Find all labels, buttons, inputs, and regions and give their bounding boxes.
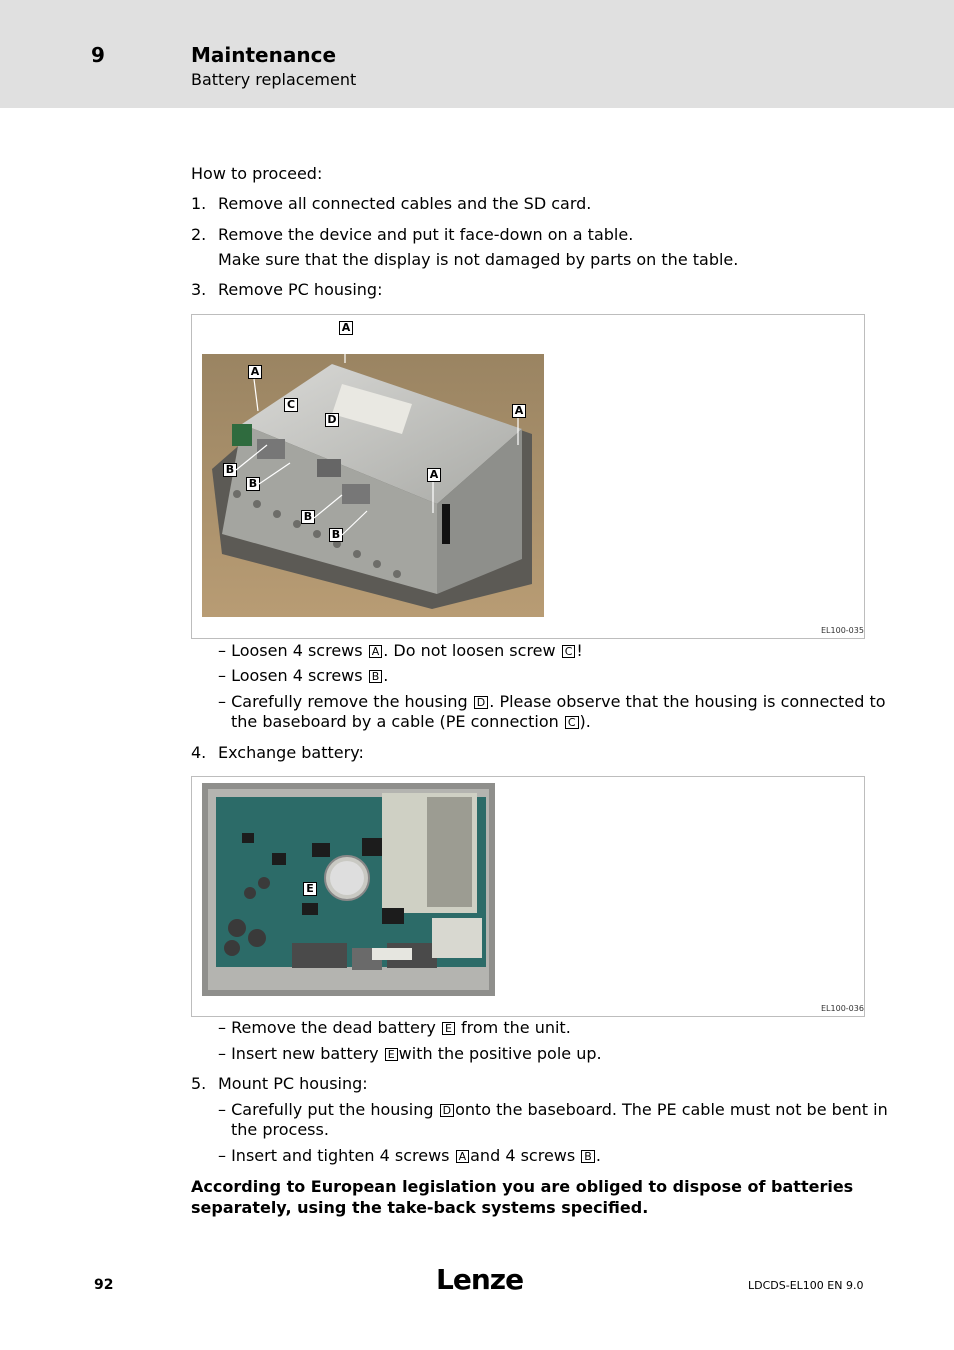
photo-baseboard [202,783,495,996]
step-number: 4. [191,743,207,762]
bullet-text: – Loosen 4 screws [218,641,368,660]
bullet-text: and 4 screws [470,1146,581,1165]
marker-ref: A [456,1150,470,1163]
marker-a: A [248,365,262,379]
disposal-note: According to European legislation you are obliged to dispose of batteries separately, using the take-back systems specified. [191,1177,854,1217]
marker-e: E [303,882,317,896]
marker-c: C [284,398,298,412]
bullet-put-housing-continued: the process. [231,1120,329,1139]
bullet-text: – Carefully put the housing [218,1100,439,1119]
step-number: 3. [191,280,207,299]
marker-a: A [427,468,441,482]
bullet-text: – Insert and tighten 4 screws [218,1146,455,1165]
step-number: 5. [191,1074,207,1093]
bullet-text: . Do not loosen screw [383,641,561,660]
chapter-title: Maintenance [191,43,337,67]
step-number: 2. [191,225,207,244]
section-title: Battery replacement [191,70,357,89]
marker-ref: D [440,1104,454,1117]
marker-ref: B [581,1150,595,1163]
marker-b: B [329,528,343,542]
bullet-put-housing [218,1100,888,1120]
figure-exchange-battery [191,776,865,1017]
bullet-loosen-screws-b [218,666,388,686]
bullet-text: – Loosen 4 screws [218,666,368,685]
step-text: Remove PC housing: [218,280,383,299]
baseboard-illustration [202,783,495,996]
bullet-text: – Remove the dead battery [218,1018,441,1037]
bullet-text: with the positive pole up. [398,1044,602,1063]
figure-code: EL100-036 [821,1004,864,1013]
step-text: Remove the device and put it face-down on a table. [218,225,634,244]
intro-text: How to proceed: [191,164,323,183]
marker-ref: A [369,645,383,658]
marker-b: B [246,477,260,491]
document-id: LDCDS-EL100 EN 9.0 [748,1279,864,1292]
bullet-text: ! [576,641,583,660]
figure1-leader-lines [192,315,864,638]
bullet-text: the baseboard by a cable (PE connection [231,712,564,731]
step-text: Remove all connected cables and the SD card. [218,194,592,213]
marker-d: D [325,413,339,427]
chapter-number: 9 [91,43,105,67]
chapter-header [0,0,954,108]
bullet-insert-battery [218,1044,602,1064]
marker-ref: E [442,1022,455,1035]
marker-ref: B [369,670,383,683]
marker-b: B [301,510,315,524]
bullet-text: . [383,666,389,685]
bullet-text: . Please observe that the housing is connected to [489,692,886,711]
bullet-text: – Carefully remove the housing [218,692,473,711]
marker-a: A [512,404,526,418]
page-number: 92 [94,1277,114,1293]
bullet-remove-housing [218,692,886,712]
bullet-tighten-screws [218,1146,601,1166]
bullet-remove-battery [218,1018,571,1038]
marker-a: A [339,321,353,335]
figure-code: EL100-035 [821,626,864,635]
step-text: Exchange battery: [218,743,364,762]
bullet-text: . [595,1146,601,1165]
bullet-remove-housing-continued [231,712,591,732]
step-text-continued: Make sure that the display is not damaged by parts on the table. [218,250,739,269]
marker-ref: C [562,645,576,658]
marker-ref: C [565,716,579,729]
bullet-text: from the unit. [455,1018,571,1037]
marker-b: B [223,463,237,477]
step-text: Mount PC housing: [218,1074,368,1093]
bullet-text: onto the baseboard. The PE cable must not be bent in [455,1100,888,1119]
bullet-text: – Insert new battery [218,1044,384,1063]
marker-ref: D [474,696,488,709]
bullet-loosen-screws-a [218,641,583,661]
marker-ref: E [385,1048,398,1061]
step-number: 1. [191,194,207,213]
lenze-logo: Lenze [436,1263,524,1296]
bullet-text: ). [579,712,591,731]
figure-pc-housing [191,314,865,639]
